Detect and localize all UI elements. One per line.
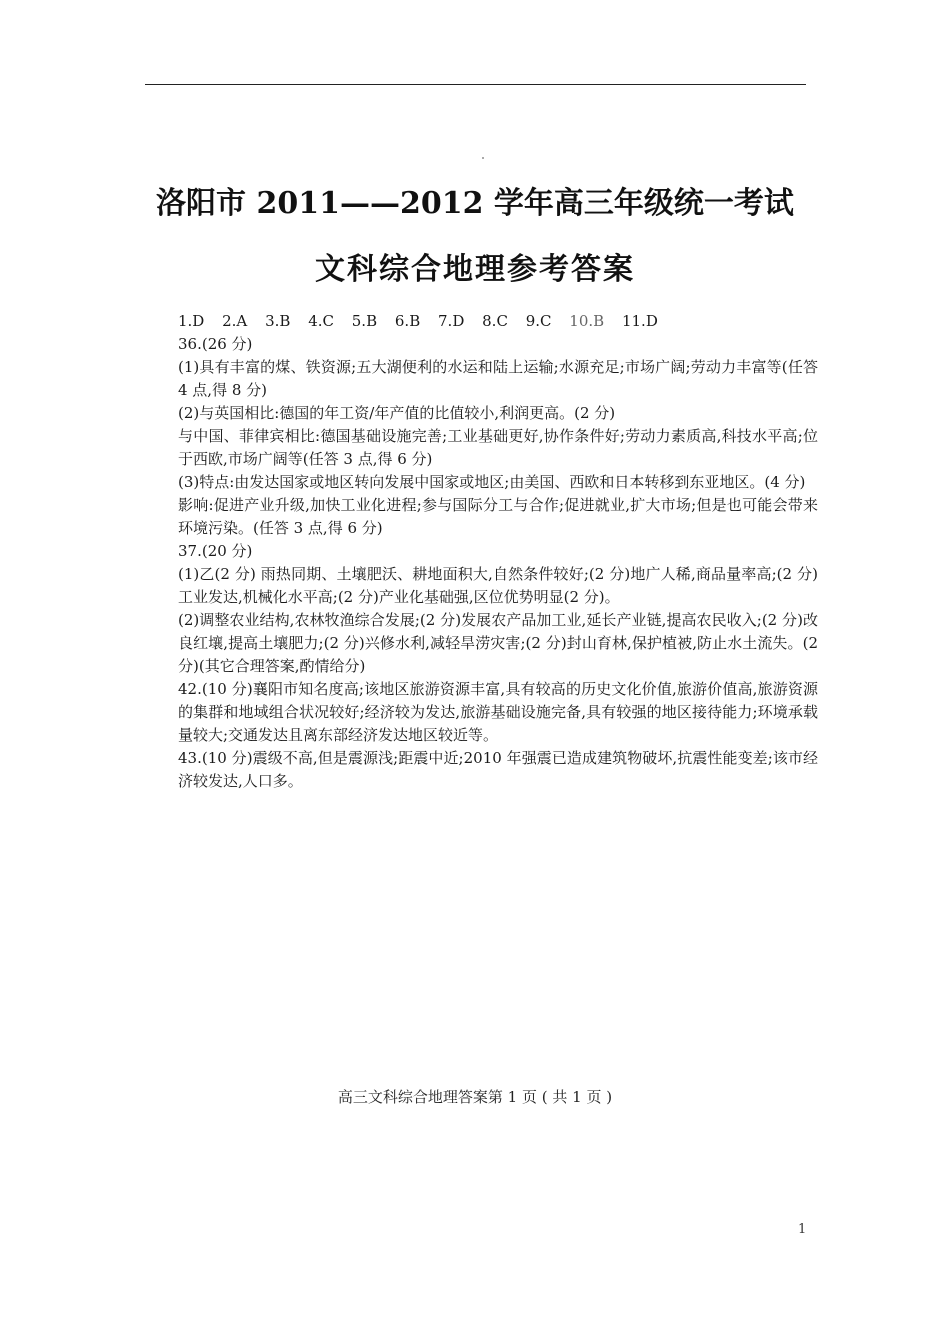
mc-answer: 7.D [438, 312, 465, 330]
mc-answer: 1.D [178, 312, 205, 330]
answer-36-2a: (2)与英国相比:德国的年工资/年产值的比值较小,利润更高。(2 分) [178, 404, 616, 422]
mc-answer: 9.C [525, 312, 552, 330]
mc-answer: 11.D [621, 312, 658, 330]
top-rule [145, 84, 806, 85]
mc-answer: 5.B [351, 312, 378, 330]
mc-answer: 4.C [308, 312, 334, 330]
multiple-choice-answers [178, 310, 818, 333]
page-footer: 高三文科综合地理答案第 1 页 ( 共 1 页 ) [337, 1088, 613, 1106]
answer-36-2b: 与中国、菲律宾相比:德国基础设施完善;工业基础更好,协作条件好;劳动力素质高,科技水平高;位于西欧,市场广阔等(任答 3 点,得 6 分) [178, 427, 818, 468]
mc-answer: 10.B [569, 312, 605, 330]
answer-37-1: (1)乙(2 分) 雨热同期、土壤肥沃、耕地面积大,自然条件较好;(2 分)地广人稀,商品量率高;(2 分)工业发达,机械化水平高;(2 分)产业化基础强,区位优势明显(2 分)。 [178, 565, 818, 606]
mc-answer: 2.A [222, 312, 248, 330]
question-37-header: 37.(20 分) [178, 542, 253, 560]
answer-43: 43.(10 分)震级不高,但是震源浅;距震中近;2010 年强震已造成建筑物破坏,抗震性能变差;该市经济较发达,人口多。 [178, 749, 818, 790]
answer-36-3b: 影响:促进产业升级,加快工业化进程;参与国际分工与合作;促进就业,扩大市场;但是也可能会带来环境污染。(任答 3 点,得 6 分) [178, 496, 818, 537]
answer-37-2: (2)调整农业结构,农林牧渔综合发展;(2 分)发展农产品加工业,延长产业链,提高农民收入;(2 分)改良红壤,提高土壤肥力;(2 分)兴修水利,减轻旱涝灾害;(2 分)封山育林,保护植被,防止水土流失。(2 分)(其它合理答案,酌情给分) [178, 611, 818, 675]
question-36-header: 36.(26 分) [178, 335, 253, 353]
answer-36-1: (1)具有丰富的煤、铁资源;五大湖便利的水运和陆上运输;水源充足;市场广阔;劳动力丰富等(任答 4 点,得 8 分) [178, 358, 818, 399]
scan-speck [482, 157, 484, 159]
page-number: 1 [798, 1222, 807, 1237]
mc-answer: 6.B [394, 312, 421, 330]
answer-key-subtitle: 文科综合地理参考答案 [315, 252, 635, 287]
mc-answer: 3.B [265, 312, 291, 330]
answer-36-3a: (3)特点:由发达国家或地区转向发展中国家或地区;由美国、西欧和日本转移到东亚地区。(4 分) [178, 473, 806, 491]
answer-body [178, 310, 818, 793]
mc-answer: 8.C [482, 312, 508, 330]
exam-title: 洛阳市 2011——2012 学年高三年级统一考试 [156, 186, 794, 221]
answer-42: 42.(10 分)襄阳市知名度高;该地区旅游资源丰富,具有较高的历史文化价值,旅游价值高,旅游资源的集群和地域组合状况较好;经济较为发达,旅游基础设施完备,具有较强的地区接待能力;环境承载量较大;交通发达且离东部经济发达地区较近等。 [178, 680, 818, 744]
